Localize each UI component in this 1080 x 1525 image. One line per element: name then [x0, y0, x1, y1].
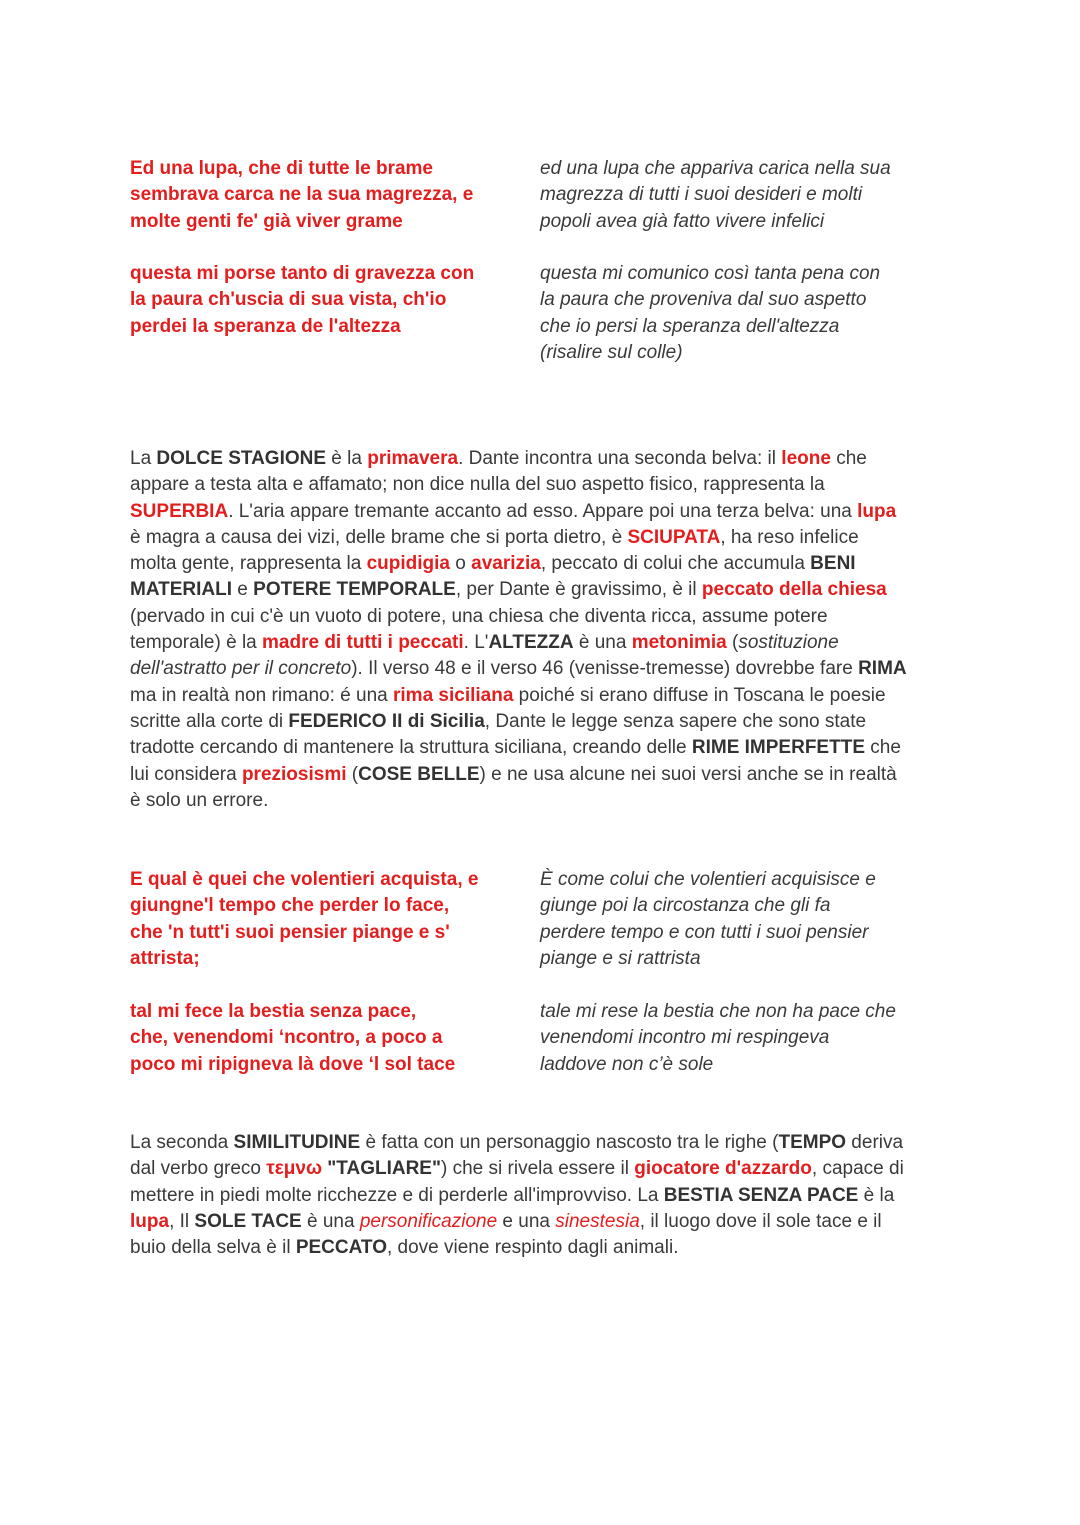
text-run: lui considera — [130, 763, 242, 785]
text-run: ( — [726, 632, 739, 654]
text-line — [130, 630, 960, 656]
verse-line: giungne'l tempo che perder lo face, — [130, 895, 450, 917]
text-run: è solo un errore. — [130, 789, 269, 811]
verse-line: E qual è quei che volentieri acquista, e — [130, 869, 479, 890]
bold-term: RIMA — [858, 658, 907, 680]
text-run: che — [830, 448, 867, 469]
text-run: è la — [858, 1184, 895, 1206]
text-line — [130, 525, 960, 551]
translation-line: laddove non c’è sole — [540, 1053, 714, 1075]
bold-term: DOLCE STAGIONE — [156, 448, 327, 469]
text-run: o — [450, 553, 472, 575]
verse-line: questa mi porse tanto di gravezza con — [130, 263, 475, 284]
text-run: appare a testa alta e affamato; non dice nulla del suo aspetto fisico, rappresenta la — [130, 474, 825, 496]
text-line — [130, 656, 960, 682]
italic-term: dell'astratto per il concreto — [130, 658, 352, 680]
bold-term: ALTEZZA — [488, 632, 574, 654]
highlight-term: lupa — [857, 500, 897, 522]
verse-line: attrista; — [130, 948, 200, 970]
italic-highlight-term: sinestesia — [555, 1210, 640, 1232]
bold-term: TEMPO — [778, 1132, 847, 1153]
highlight-term: τεμνω — [266, 1158, 322, 1180]
highlight-term: primavera — [367, 448, 459, 469]
text-line — [130, 446, 960, 472]
bold-term: FEDERICO II di Sicilia — [288, 710, 485, 732]
highlight-term: preziosismi — [241, 763, 347, 785]
bold-term: POTERE TEMPORALE — [253, 579, 456, 601]
text-run: e — [232, 579, 254, 601]
highlight-term: cupidigia — [366, 553, 450, 575]
text-run: , dove viene respinto dagli animali. — [386, 1237, 679, 1259]
text-run: , Il — [169, 1210, 195, 1232]
text-run: . L' — [463, 632, 489, 654]
text-line — [130, 762, 960, 788]
text-run: tradotte cercando di mantenere la struttura siciliana, creando delle — [130, 737, 692, 759]
bold-term: COSE BELLE — [358, 763, 480, 785]
verse-line: sembrava carca ne la sua magrezza, e — [130, 184, 474, 206]
text-line — [130, 788, 960, 814]
text-line — [130, 1183, 960, 1209]
verse-block-1 — [130, 156, 950, 235]
text-run: , per Dante è gravissimo, è il — [455, 579, 702, 601]
highlight-term: giocatore d'azzardo — [634, 1158, 812, 1180]
text-run: , ha reso infelice — [720, 526, 859, 548]
text-run: , il luogo dove il sole tace e il — [639, 1210, 882, 1232]
text-run: è una — [573, 632, 632, 654]
verse-translation — [540, 867, 950, 973]
verse-line: la paura ch'uscia di sua vista, ch'io — [130, 289, 447, 311]
text-run: , peccato di colui che accumula — [540, 553, 811, 575]
verse-translation — [540, 261, 950, 367]
text-line — [130, 472, 960, 498]
highlight-term: SCIUPATA — [627, 526, 721, 548]
text-run: . L'aria appare tremante accanto ad esso. Appare poi una terza belva: una — [228, 500, 858, 522]
verse-line: che 'n tutt'i suoi pensier piange e s' — [130, 921, 450, 943]
text-run: deriva — [846, 1132, 904, 1153]
text-run: che — [865, 737, 901, 759]
text-run: è fatta con un personaggio nascosto tra le righe ( — [360, 1132, 779, 1153]
bold-term: "TAGLIARE" — [322, 1158, 441, 1180]
verse-line: molte genti fe' già viver grame — [130, 210, 403, 232]
verse-line: poco mi ripigneva là dove ‘l sol tace — [130, 1053, 456, 1075]
text-line — [130, 683, 960, 709]
bold-term: PECCATO — [295, 1237, 387, 1259]
text-run: molta gente, rappresenta la — [130, 553, 367, 575]
original-verse — [130, 261, 540, 367]
bold-term: SIMILITUDINE — [233, 1132, 361, 1153]
verse-translation — [540, 999, 950, 1078]
text-run: poiché si erano diffuse in Toscana le poesie — [513, 684, 886, 706]
original-verse — [130, 999, 540, 1078]
verse-block-2 — [130, 261, 950, 367]
text-run: ). Il verso 48 e il verso 46 (venisse-tremesse) dovrebbe fare — [351, 658, 859, 680]
text-run: temporale) è la — [130, 632, 263, 654]
translation-line: magrezza di tutti i suoi desideri e molti — [540, 184, 863, 206]
verse-line: tal mi fece la bestia senza pace, — [130, 1001, 417, 1022]
translation-line: ed una lupa che appariva carica nella sua — [540, 158, 891, 179]
text-line — [130, 709, 960, 735]
translation-line: questa mi comunico così tanta pena con — [540, 263, 881, 284]
commentary-paragraph-1 — [130, 446, 960, 814]
text-run: buio della selva è il — [130, 1237, 296, 1259]
text-line — [130, 577, 960, 603]
bold-term: BESTIA SENZA PACE — [663, 1184, 859, 1206]
translation-line: la paura che proveniva dal suo aspetto — [540, 289, 867, 311]
text-line — [130, 604, 960, 630]
text-run: ) e ne usa alcune nei suoi versi anche se in realtà — [479, 763, 897, 785]
translation-line: (risalire sul colle) — [540, 342, 683, 364]
text-line — [130, 1156, 960, 1182]
text-run: La — [130, 448, 157, 469]
italic-highlight-term: personificazione — [359, 1210, 498, 1232]
highlight-term: rima siciliana — [393, 684, 514, 706]
text-run: e una — [497, 1210, 556, 1232]
text-line — [130, 735, 960, 761]
verse-translation — [540, 156, 950, 235]
text-run: ma in realtà non rimano: é una — [130, 684, 393, 706]
text-run: . Dante incontra una seconda belva: il — [458, 448, 782, 469]
text-line — [130, 499, 960, 525]
text-run: mettere in piedi molte ricchezze e di perderle all'improvviso. La — [130, 1184, 664, 1206]
text-run: La seconda — [130, 1132, 234, 1153]
bold-term: SOLE TACE — [194, 1210, 302, 1232]
text-line — [130, 1209, 960, 1235]
text-line — [130, 551, 960, 577]
bold-term: RIME IMPERFETTE — [691, 737, 865, 759]
commentary-paragraph-2 — [130, 1130, 960, 1261]
text-run: , Dante le legge senza sapere che sono state — [484, 710, 867, 732]
text-run: è magra a causa dei vizi, delle brame che si porta dietro, è — [130, 526, 628, 548]
highlight-term: madre di tutti i peccati — [262, 632, 464, 654]
verse-block-4 — [130, 999, 950, 1078]
verse-block-3 — [130, 867, 950, 973]
text-run: è una — [301, 1210, 360, 1232]
translation-line: tale mi rese la bestia che non ha pace che — [540, 1001, 896, 1022]
highlight-term: peccato della chiesa — [701, 579, 887, 601]
highlight-term: leone — [781, 448, 831, 469]
translation-line: piange e si rattrista — [540, 948, 701, 970]
text-run: ( — [346, 763, 359, 785]
translation-line: popoli avea già fatto vivere infelici — [540, 210, 825, 232]
original-verse — [130, 156, 540, 235]
text-run: è la — [326, 448, 368, 469]
verse-line: Ed una lupa, che di tutte le brame — [130, 158, 433, 179]
translation-line: giunge poi la circostanza che gli fa — [540, 895, 831, 917]
italic-term: sostituzione — [738, 632, 839, 654]
translation-line: che io persi la speranza dell'altezza — [540, 315, 840, 337]
bold-term: MATERIALI — [130, 579, 233, 601]
highlight-term: metonimia — [631, 632, 727, 654]
highlight-term: avarizia — [471, 553, 541, 575]
text-run: scritte alla corte di — [130, 710, 289, 732]
original-verse — [130, 867, 540, 973]
text-run: (pervado in cui c'è un vuoto di potere, una chiesa che diventa ricca, assume potere — [130, 605, 828, 627]
highlight-term: lupa — [130, 1210, 170, 1232]
text-line — [130, 1235, 960, 1261]
translation-line: venendomi incontro mi respingeva — [540, 1027, 830, 1049]
translation-line: È come colui che volentieri acquisisce e — [540, 869, 876, 890]
text-run: dal verbo greco — [130, 1158, 267, 1180]
text-run: ) che si rivela essere il — [441, 1158, 635, 1180]
highlight-term: SUPERBIA — [130, 500, 229, 522]
verse-line: perdei la speranza de l'altezza — [130, 315, 401, 337]
text-run: , capace di — [811, 1158, 904, 1180]
bold-term: BENI — [810, 553, 856, 575]
translation-line: perdere tempo e con tutti i suoi pensier — [540, 921, 869, 943]
verse-line: che, venendomi ‘ncontro, a poco a — [130, 1027, 443, 1049]
text-line — [130, 1130, 960, 1156]
